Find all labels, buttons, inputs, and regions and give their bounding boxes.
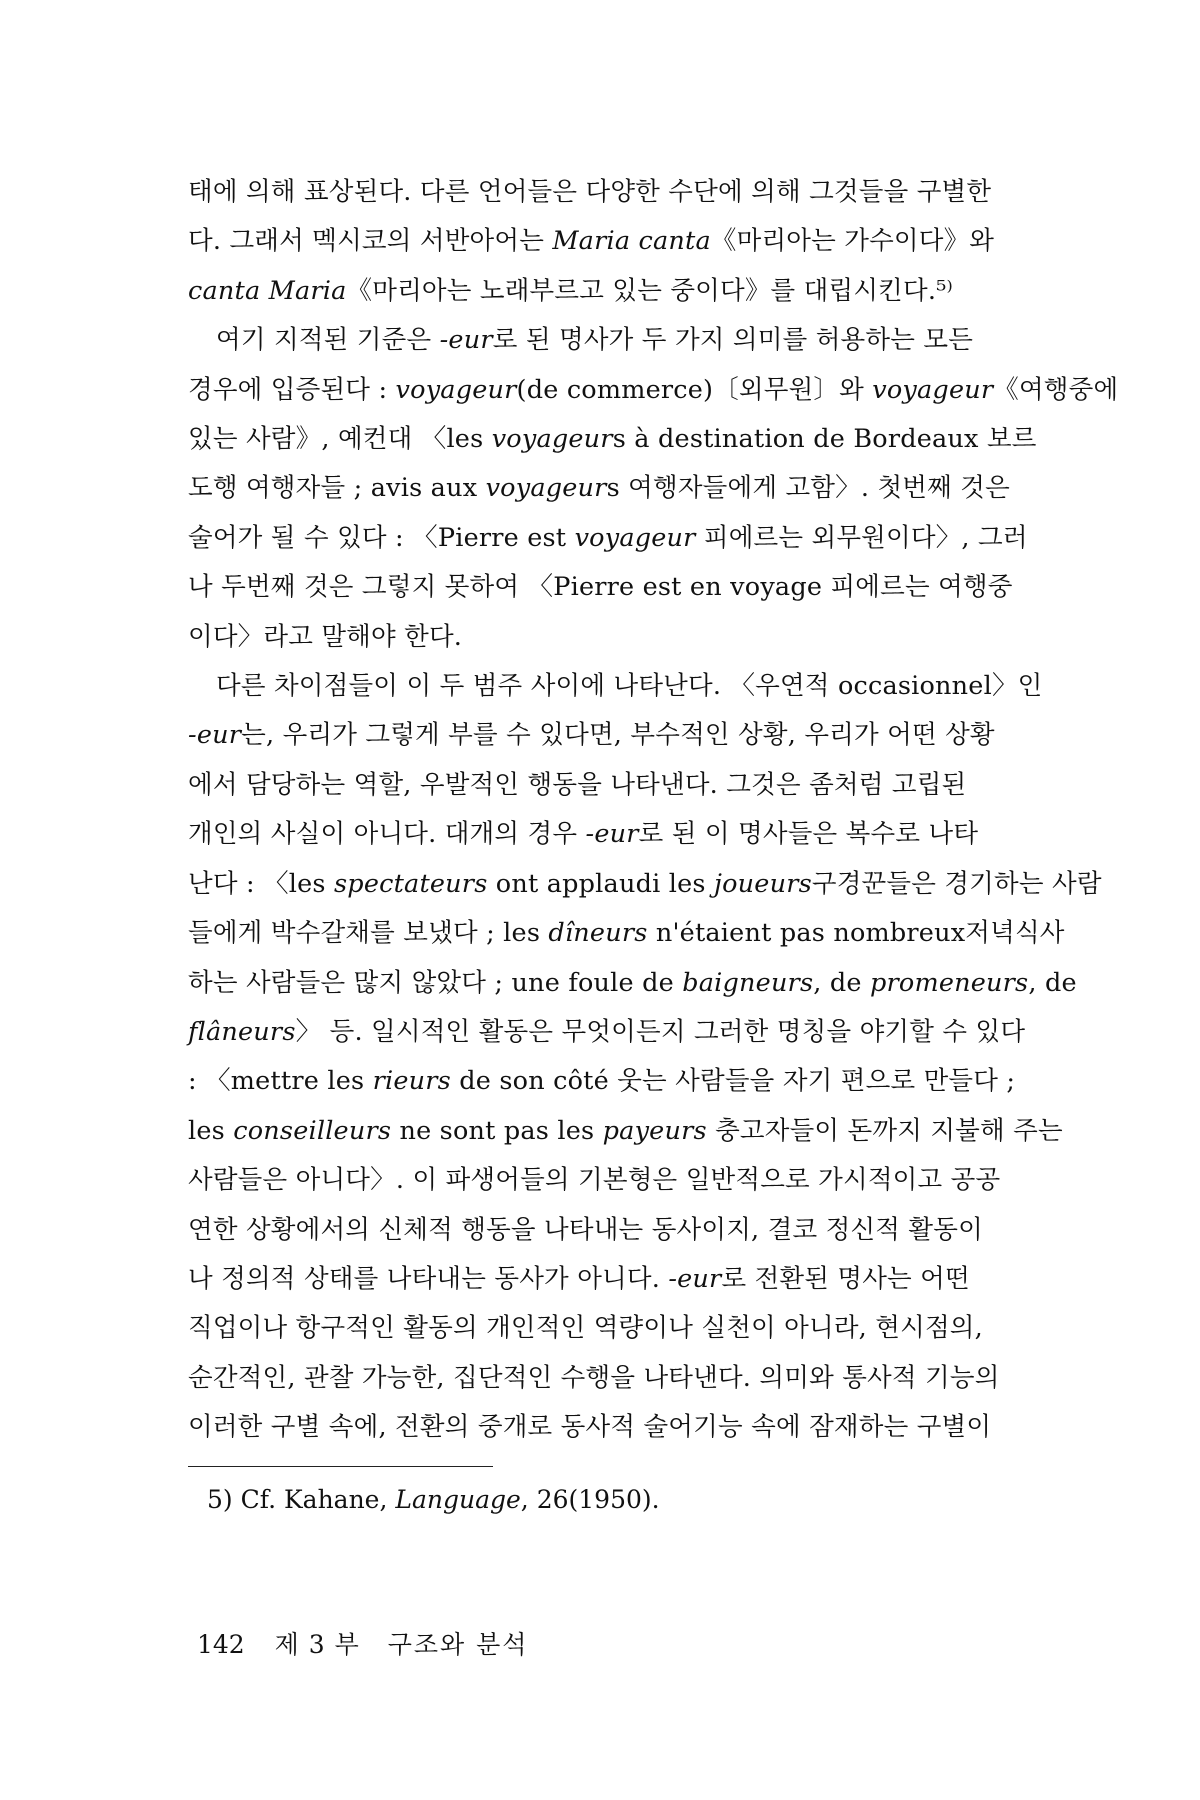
page-number: 142 [197,1630,245,1659]
text-line: 이러한 구별 속에, 전환의 중개로 동사적 술어기능 속에 잠재하는 구별이 [188,1412,992,1443]
text-line: 나 정의적 상태를 나타내는 동사가 아니다. -eur로 전환된 명사는 어떤 [188,1263,970,1294]
paragraph [188,662,1102,1453]
text-line: 다른 차이점들이 이 두 범주 사이에 나타난다. 〈우연적 occasionnel〉인 [216,671,1043,702]
text-line: -eur는, 우리가 그렇게 부를 수 있다면, 부수적인 상황, 우리가 어떤 상황 [188,720,995,751]
text-line: 하는 사람들은 많지 않았다 ; une foule de baigneurs, de promeneurs, de [188,967,1077,998]
text-line: 사람들은 아니다〉. 이 파생어들의 기본형은 일반적으로 가시적이고 공공 [188,1165,1001,1196]
text-line: 태에 의해 표상된다. 다른 언어들은 다양한 수단에 의해 그것들을 구별한 [188,177,992,207]
footnote-rule [188,1466,493,1467]
paragraph [188,316,1119,662]
body-text [188,168,1119,1453]
section-title: 구조와 분석 [387,1630,529,1659]
text-line: 이다〉라고 말해야 한다. [188,621,463,652]
paragraph [188,168,1038,316]
text-line: 에서 담당하는 역할, 우발적인 행동을 나타낸다. 그것은 좀처럼 고립된 [188,769,967,800]
text-line: : 〈mettre les rieurs de son côté 웃는 사람들을 자기 편으로 만들다 ; [188,1066,1016,1097]
text-line: les conseilleurs ne sont pas les payeurs 충고자들이 돈까지 지불해 주는 [188,1115,1063,1146]
text-line: 나 두번째 것은 그렇지 못하여 〈Pierre est en voyage 피에르는 여행중 [188,572,1013,603]
text-line: 난다 : 〈les spectateurs ont applaudi les joueurs구경꾼들은 경기하는 사람 [188,868,1102,899]
text-line: 연한 상황에서의 신체적 행동을 나타내는 동사이지, 결코 정신적 활동이 [188,1214,983,1245]
text-line: 개인의 사실이 아니다. 대개의 경우 -eur로 된 이 명사들은 복수로 나타 [188,819,979,850]
text-line: 도행 여행자들 ; avis aux voyageurs 여행자들에게 고함〉. 첫번째 것은 [188,473,1010,504]
text-line: 직업이나 항구적인 활동의 개인적인 역량이나 실천이 아니라, 현시점의, [188,1313,983,1344]
text-line: 들에게 박수갈채를 보냈다 ; les dîneurs n'étaient pas nombreux저녁식사 [188,918,1065,949]
text-line: 다. 그래서 멕시코의 서반아어는 Maria canta《마리아는 가수이다》와 [188,226,995,257]
text-line: 경우에 입증된다 : voyageur(de commerce)〔외무원〕와 voyageur《여행중에 [188,374,1119,405]
text-line: canta Maria《마리아는 노래부르고 있는 중이다》를 대립시킨다.⁵⁾ [188,275,954,306]
text-line: 순간적인, 관찰 가능한, 집단적인 수행을 나타낸다. 의미와 통사적 기능의 [188,1362,1000,1393]
footnote: 5) Cf. Kahane, Language, 26(1950). [207,1485,660,1514]
part-label: 제 3 부 [274,1630,360,1659]
text-line: 여기 지적된 기준은 -eur로 된 명사가 두 가지 의미를 허용하는 모든 [216,325,974,356]
text-line: 술어가 될 수 있다 : 〈Pierre est voyageur 피에르는 외무원이다〉, 그러 [188,522,1028,553]
page-footer [197,1628,528,1662]
text-line: 있는 사람》, 예컨대 〈les voyageurs à destination de Bordeaux 보르 [188,424,1037,455]
text-line: flâneurs〉 등. 일시적인 활동은 무엇이든지 그러한 명칭을 야기할 수 있다 [188,1016,1026,1047]
